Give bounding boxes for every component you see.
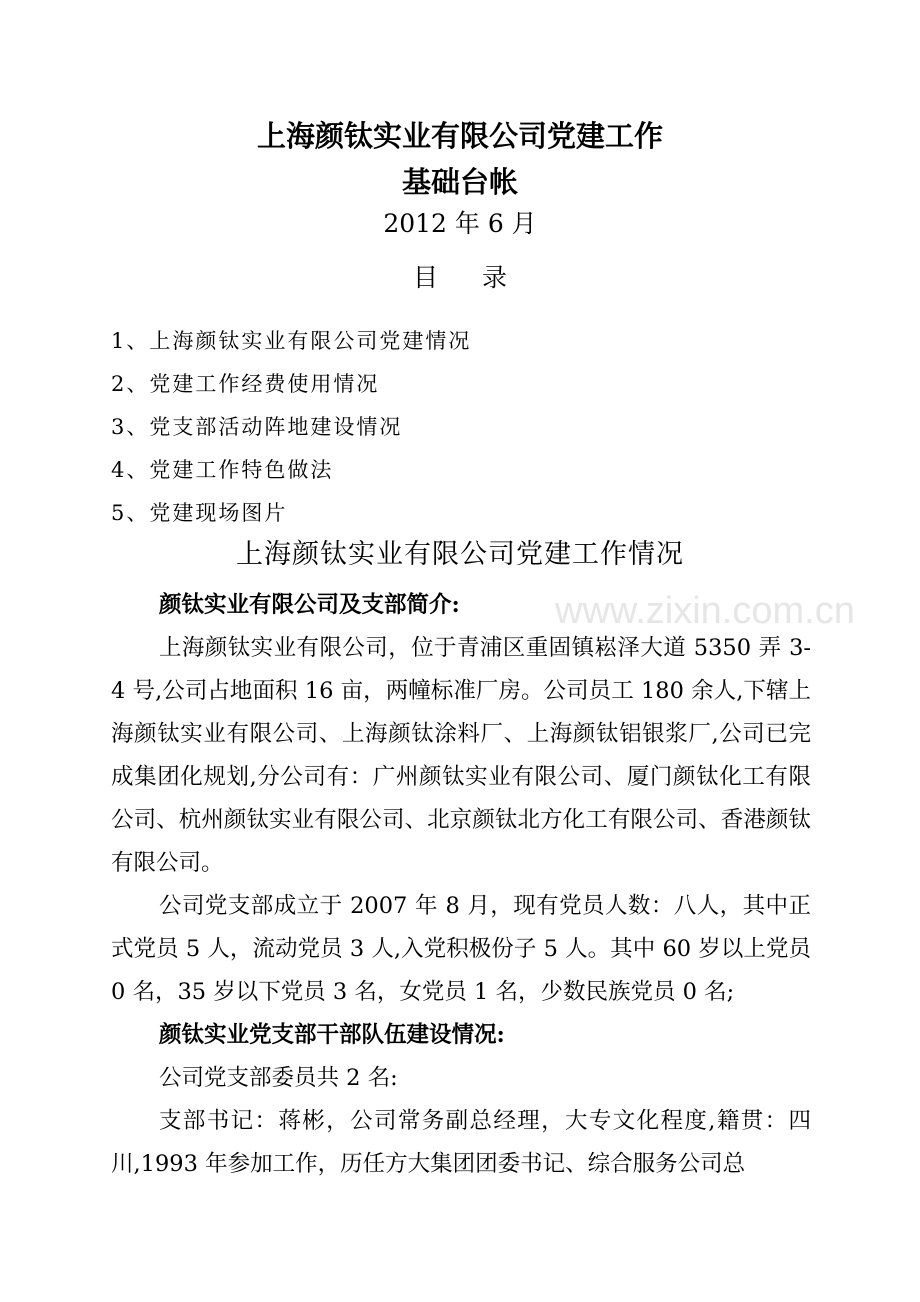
subheading-company-intro: 颜钛实业有限公司及支部简介: [159, 592, 460, 618]
toc-item-2: 2、党建工作经费使用情况 [111, 372, 380, 396]
toc-item-5: 5、党建现场图片 [111, 501, 288, 525]
toc-item-4: 4、党建工作特色做法 [111, 458, 334, 482]
document-date: 2012 年 6 月 [383, 209, 537, 238]
document-title: 上海颜钛实业有限公司党建工作 [256, 119, 663, 153]
document-subtitle: 基础台帐 [401, 165, 518, 199]
section-body [111, 584, 811, 1186]
section-title: 上海颜钛实业有限公司党建工作情况 [236, 539, 684, 570]
toc-heading: 目录 [412, 263, 551, 292]
paragraph-party-branch: 公司党支部成立于 2007 年 8 月，现有党员人数：八人，其中正式党员 5 人，流动党员 3 人,入党积极份子 5 人。其中 60 岁以上党员 0 名，35 岁以下党员 3 名，女党员 1 名，少数民族党员 0 名; [111, 893, 811, 1005]
paragraph-branch-secretary: 支部书记：蒋彬，公司常务副总经理，大专文化程度,籍贯：四川,1993 年参加工作，历任方大集团团委书记、综合服务公司总 [111, 1108, 811, 1177]
watermark: www.zixin.com.cn [555, 590, 855, 632]
paragraph-company-intro: 上海颜钛实业有限公司，位于青浦区重固镇崧泽大道 5350 弄 3-4 号,公司占地面积 16 亩，两幢标准厂房。公司员工 180 余人,下辖上海颜钛实业有限公司、上海颜钛涂料厂、上海颜钛铝银浆厂,公司已完成集团化规划,分公司有：广州颜钛实业有限公司、厦门颜钛化工有限公司、杭州颜钛实业有限公司、北京颜钛北方化工有限公司、香港颜钛有限公司。 [111, 635, 811, 876]
table-of-contents [111, 320, 471, 535]
toc-item-3: 3、党支部活动阵地建设情况 [111, 415, 403, 439]
toc-item-1: 1、上海颜钛实业有限公司党建情况 [111, 329, 472, 353]
paragraph-committee-members: 公司党支部委员共 2 名: [159, 1065, 398, 1091]
subheading-cadre-team: 颜钛实业党支部干部队伍建设情况: [159, 1022, 505, 1048]
